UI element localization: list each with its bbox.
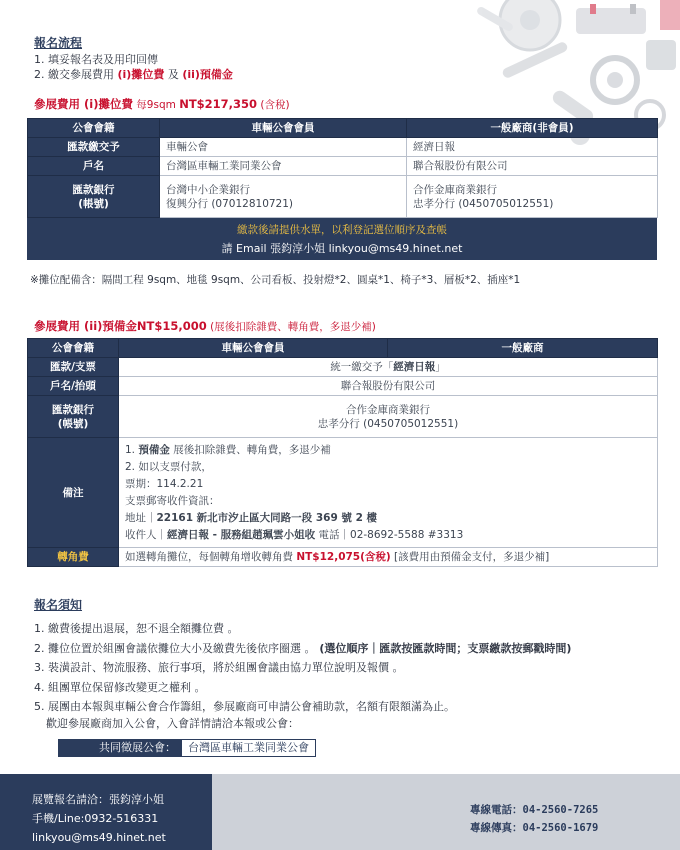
note-item-5-continued: 歡迎參展廠商加入公會，入會詳情請洽本報或公會： bbox=[46, 716, 299, 730]
deposit-header-row bbox=[28, 339, 658, 358]
row-label: 匯款銀行 (帳號) bbox=[28, 176, 160, 218]
table-row bbox=[28, 438, 658, 548]
note-item-5: 5. 展團由本報與車輛公會合作籌組，參展廠商可申請公會補助款，名額有限額滿為止。 bbox=[34, 700, 455, 713]
note-item-2: 2. 攤位位置於組團會議依攤位大小及繳費先後依序圈選 。 (選位順序｜匯款按匯款時間；支票繳款按郵戳時間) bbox=[34, 641, 572, 655]
cell-member: 車輛公會 bbox=[160, 138, 407, 157]
col-header-member: 車輛公會會員 bbox=[119, 339, 388, 358]
cell-general: 經濟日報 bbox=[407, 138, 658, 157]
table-row bbox=[28, 548, 658, 567]
footer-contact: 展覽報名請洽：張鈞淳小姐 bbox=[32, 793, 164, 806]
footer-fax: 專線傳真：04-2560-1679 bbox=[470, 822, 599, 834]
notes-title: 報名須知 bbox=[34, 598, 83, 612]
footer-email: linkyou@ms49.hinet.net bbox=[32, 831, 166, 844]
note-item-1: 1. 繳費後提出退展，恕不退全額攤位費 。 bbox=[34, 622, 239, 635]
footer bbox=[0, 774, 680, 850]
deposit-table-wrap bbox=[27, 338, 657, 567]
table-row bbox=[28, 377, 658, 396]
row-label: 備注 bbox=[28, 438, 119, 548]
col-header-general: 一般廠商(非會員) bbox=[407, 119, 658, 138]
row-label: 戶名 bbox=[28, 157, 160, 176]
process-step-1: 1. 填妥報名表及用印回傳 bbox=[34, 53, 158, 66]
remark-due-date: 票期：114.2.21 bbox=[125, 477, 204, 490]
booth-fee-heading: 參展費用 (i)攤位費 每9sqm NT$217,350 (含稅) bbox=[34, 97, 290, 111]
col-header-member: 車輛公會會員 bbox=[160, 119, 407, 138]
remark-item-1: 1. 預備金 展後扣除雜費、轉角費，多退少補 bbox=[125, 443, 331, 456]
table-row bbox=[28, 138, 658, 157]
table-row bbox=[28, 396, 658, 438]
payment-notice bbox=[27, 218, 657, 260]
table-row bbox=[28, 176, 658, 218]
cell-remit: 統一繳交予「經濟日報」 bbox=[119, 358, 658, 377]
remark-recipient: 收件人｜經濟日報 - 服務組趙珮雲小姐收 電話｜02-8692-5588 #3313 bbox=[125, 528, 464, 541]
footer-contact-block bbox=[0, 774, 212, 850]
cell-corner: 如選轉角攤位，每個轉角增收轉角費 NT$12,075(含稅) [該費用由預備金支付，多退少補] bbox=[119, 548, 658, 567]
equipment-note: ※攤位配備含：隔間工程 9sqm、地毯 9sqm、公司看板、投射燈*2、圓桌*1、椅子*3、層板*2、插座*1 bbox=[30, 274, 521, 286]
footer-phone: 專線電話：04-2560-7265 bbox=[470, 804, 599, 816]
footer-phone-block bbox=[470, 801, 598, 837]
row-label: 匯款銀行 (帳號) bbox=[28, 396, 119, 438]
remark-item-2: 2. 如以支票付款， bbox=[125, 460, 212, 473]
notice-line-2: 請 Email 張鈞淳小姐 linkyou@ms49.hinet.net bbox=[221, 242, 463, 255]
table-row bbox=[28, 157, 658, 176]
note-item-3: 3. 裝潢設計、物流服務、旅行事項，將於組團會議由協力單位說明及報價 。 bbox=[34, 661, 404, 674]
remark-address: 地址｜22161 新北市汐止區大同路一段 369 號 2 樓 bbox=[125, 511, 378, 524]
booth-fee-table-wrap bbox=[27, 118, 657, 260]
cell-remark bbox=[119, 438, 658, 548]
booth-fee-table bbox=[27, 118, 658, 218]
remark-mail-info: 支票郵寄收件資訊： bbox=[125, 494, 220, 507]
col-header-membership: 公會會籍 bbox=[28, 119, 160, 138]
co-organizer-value: 台灣區車輛工業同業公會 bbox=[182, 740, 315, 756]
cell-general: 合作金庫商業銀行 忠孝分行 (0450705012551) bbox=[407, 176, 658, 218]
cell-member: 台灣中小企業銀行 復興分行 (07012810721) bbox=[160, 176, 407, 218]
process-step-2: 2. 繳交參展費用 (i)攤位費 及 (ii)預備金 bbox=[34, 68, 233, 81]
row-label: 匯款繳交予 bbox=[28, 138, 160, 157]
co-organizer-label: 共同徵展公會： bbox=[59, 740, 182, 756]
row-label: 戶名/抬頭 bbox=[28, 377, 119, 396]
deposit-table bbox=[27, 338, 658, 567]
process-section bbox=[34, 34, 434, 82]
col-header-membership: 公會會籍 bbox=[28, 339, 119, 358]
col-header-general: 一般廠商 bbox=[388, 339, 658, 358]
process-title: 報名流程 bbox=[34, 36, 83, 50]
booth-fee-header-row bbox=[28, 119, 658, 138]
cell-general: 聯合報股份有限公司 bbox=[407, 157, 658, 176]
footer-mobile: 手機/Line:0932-516331 bbox=[32, 812, 159, 825]
note-item-4: 4. 組團單位保留修改變更之權利 。 bbox=[34, 680, 206, 694]
deposit-heading: 參展費用 (ii)預備金NT$15,000 (展後扣除雜費、轉角費，多退少補) bbox=[34, 319, 376, 333]
cell-name: 聯合報股份有限公司 bbox=[119, 377, 658, 396]
cell-member: 台灣區車輛工業同業公會 bbox=[160, 157, 407, 176]
row-label: 轉角費 bbox=[28, 548, 119, 567]
table-row bbox=[28, 358, 658, 377]
row-label: 匯款/支票 bbox=[28, 358, 119, 377]
notes-section bbox=[34, 596, 654, 731]
co-organizer-bar bbox=[58, 739, 316, 757]
notice-line-1: 繳款後請提供水單，以利登記選位順序及查帳 bbox=[237, 224, 447, 236]
cell-bank: 合作金庫商業銀行 忠孝分行 (0450705012551) bbox=[119, 396, 658, 438]
